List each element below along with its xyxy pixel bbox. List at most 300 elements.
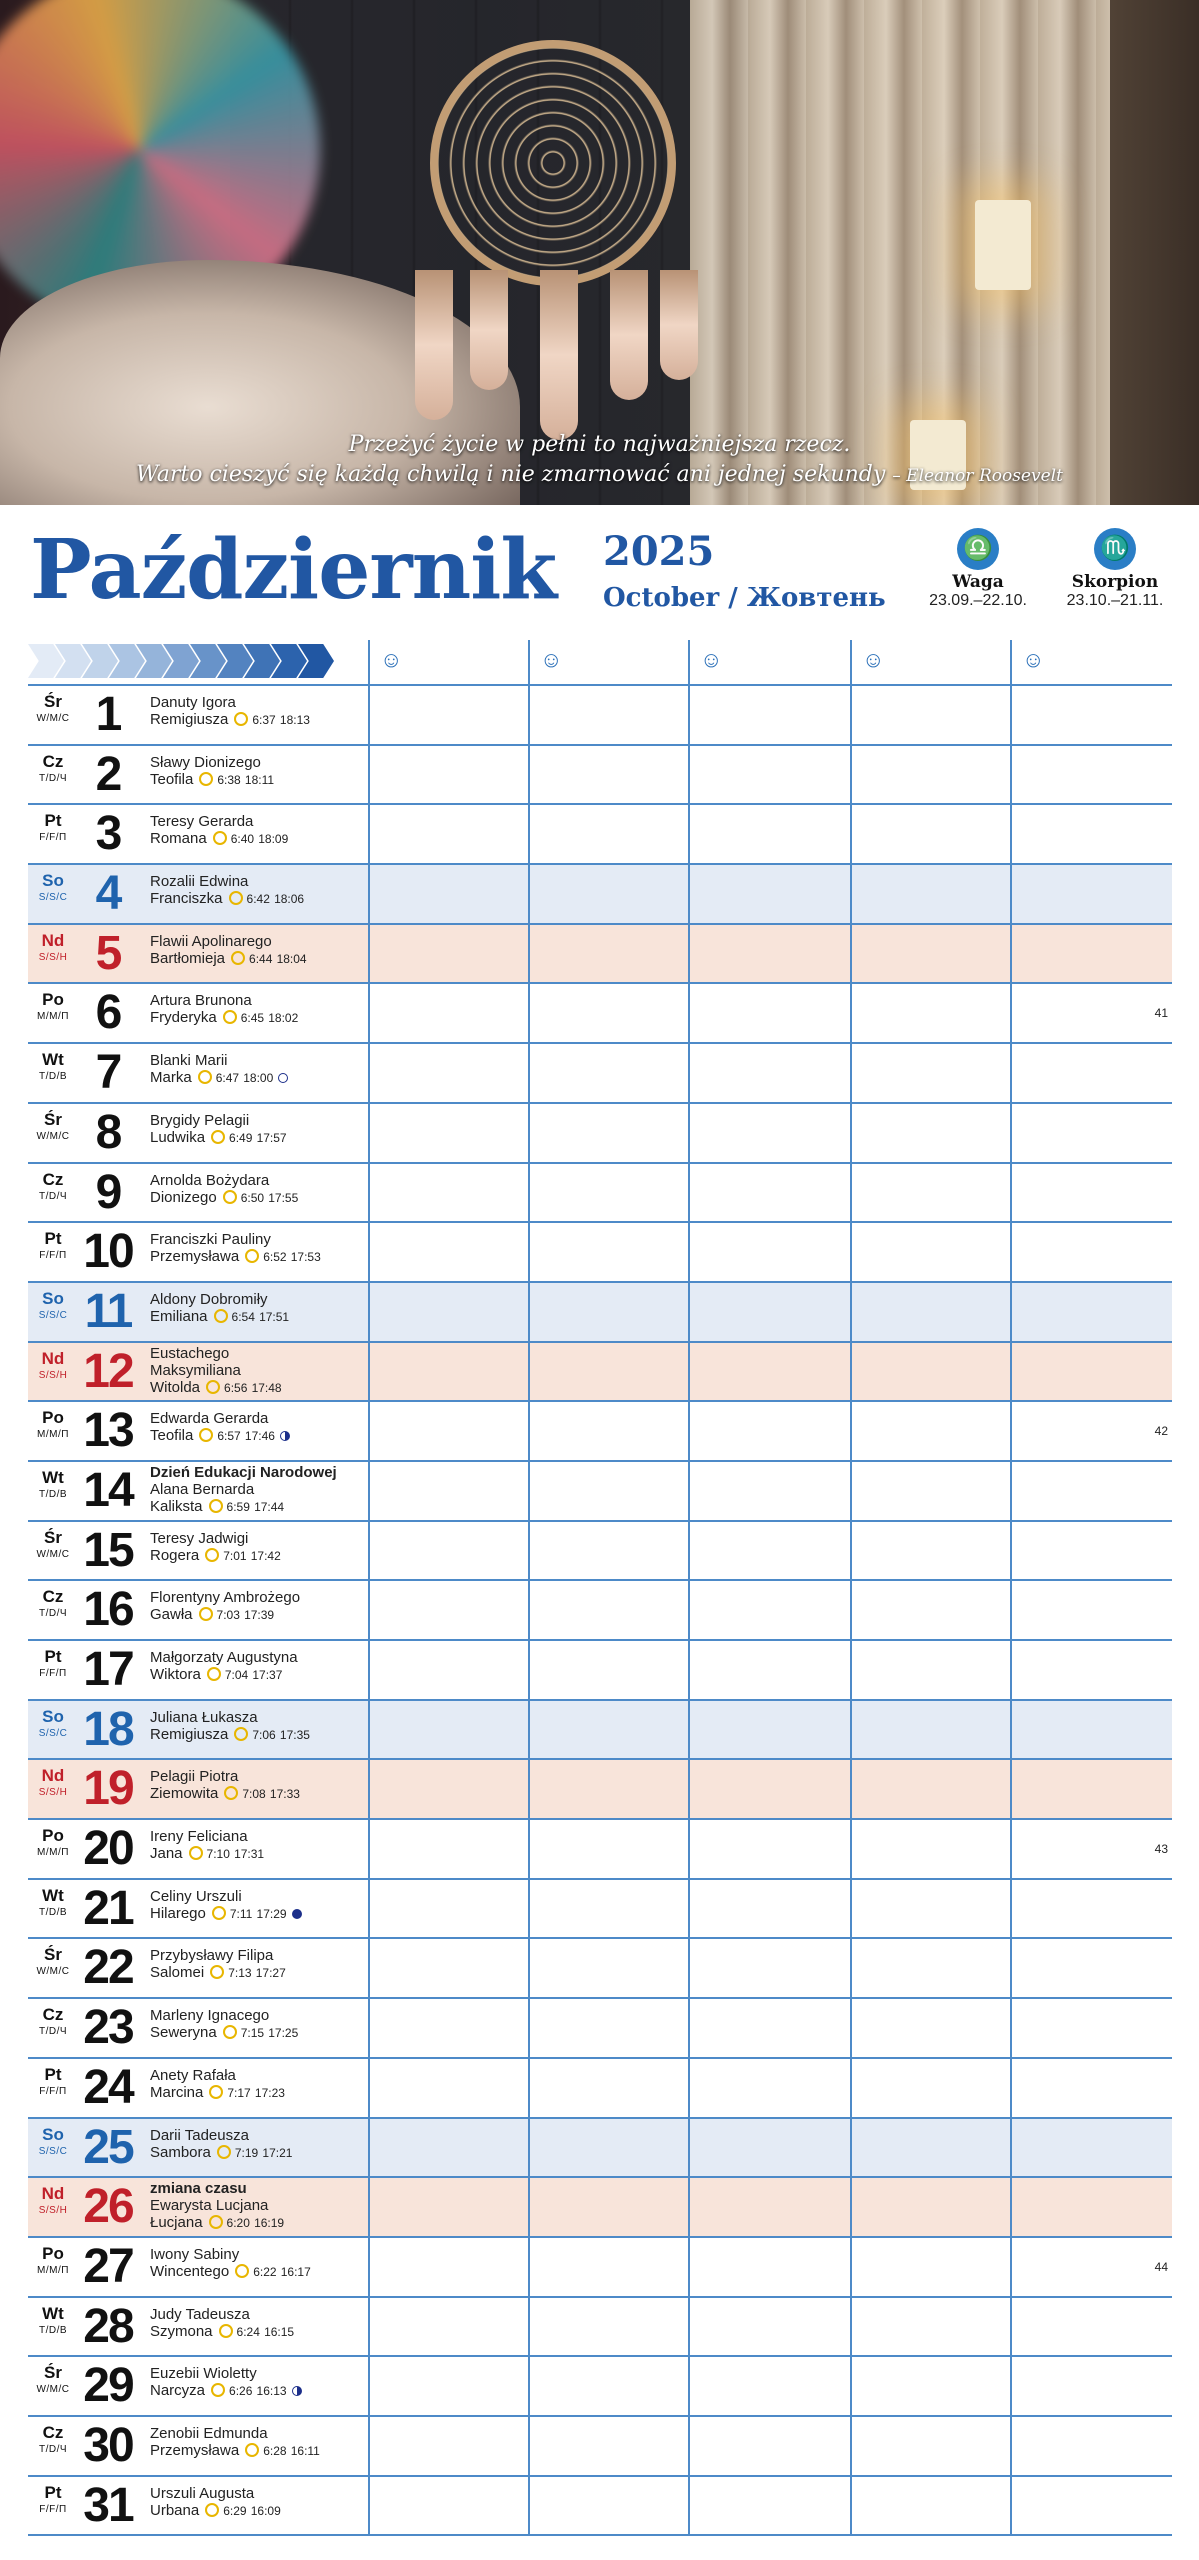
column-divider xyxy=(368,1999,370,2057)
column-divider xyxy=(850,1581,852,1639)
column-divider xyxy=(528,1223,530,1281)
name-line xyxy=(150,1768,370,1785)
name-line xyxy=(150,1129,370,1147)
name-days xyxy=(150,2127,370,2162)
weekday-short: Wt xyxy=(42,1885,64,1905)
weekday-multilang: S/S/C xyxy=(38,2145,68,2157)
sun-icon xyxy=(209,2085,223,2099)
day-row xyxy=(28,2357,1172,2417)
name-text: Teofila xyxy=(150,770,194,788)
name-days xyxy=(150,1768,370,1803)
column-divider xyxy=(688,805,690,863)
column-divider xyxy=(368,686,370,744)
name-line xyxy=(150,2442,370,2460)
name-days xyxy=(150,2067,370,2102)
sun-icon xyxy=(245,2443,259,2457)
column-divider xyxy=(528,1104,530,1162)
week-number: 43 xyxy=(1154,1842,1168,1857)
name-line xyxy=(150,1530,370,1547)
column-divider xyxy=(688,1164,690,1222)
dreamcatcher-tassel xyxy=(540,270,578,440)
name-text: Urbana xyxy=(150,2501,200,2519)
candle xyxy=(975,200,1031,290)
sunset-time: 18:09 xyxy=(258,832,289,847)
name-line xyxy=(150,2024,370,2042)
weekday-short: Po xyxy=(42,1826,64,1846)
column-divider xyxy=(850,2417,852,2475)
weekday-multilang: T/D/В xyxy=(38,1488,68,1500)
column-divider xyxy=(688,1820,690,1878)
sun-icon xyxy=(224,1786,238,1800)
sun-icon xyxy=(206,1380,220,1394)
weekday-short: Nd xyxy=(41,2184,65,2204)
column-divider xyxy=(368,1820,370,1878)
name-days xyxy=(150,1530,370,1565)
name-line xyxy=(150,771,370,789)
column-divider xyxy=(850,1164,852,1222)
sunrise-time: 7:03 xyxy=(216,1608,240,1623)
zodiac-name: Skorpion xyxy=(1071,572,1159,592)
day-row xyxy=(28,1223,1172,1283)
name-days xyxy=(150,1947,370,1982)
weekday-multilang: S/S/Н xyxy=(38,1787,68,1799)
name-line xyxy=(150,1009,370,1027)
sunset-time: 17:39 xyxy=(244,1608,275,1623)
day-number: 20 xyxy=(83,1822,133,1876)
weekday-multilang: F/F/П xyxy=(39,832,67,844)
weekday-short: Cz xyxy=(42,1169,64,1189)
name-days xyxy=(150,933,370,968)
column-divider xyxy=(528,984,530,1042)
name-line xyxy=(150,1845,370,1863)
sun-icon xyxy=(213,831,227,845)
weekday-multilang: T/D/В xyxy=(38,1071,68,1083)
name-text: Ziemowita xyxy=(150,1785,219,1803)
month-title: Październik xyxy=(30,522,557,618)
name-line xyxy=(150,830,370,848)
column-divider xyxy=(688,1522,690,1580)
sun-icon xyxy=(210,1965,224,1979)
name-days xyxy=(150,1345,370,1397)
column-divider xyxy=(528,1701,530,1759)
sunset-time: 16:15 xyxy=(264,2324,295,2339)
column-divider xyxy=(850,805,852,863)
sunrise-time: 7:13 xyxy=(228,1966,252,1981)
name-text: Romana xyxy=(150,830,207,848)
weekday-short: So xyxy=(42,1706,64,1726)
name-text: Teresy Jadwigi xyxy=(150,1529,249,1547)
column-divider xyxy=(368,1223,370,1281)
sunrise-time: 6:59 xyxy=(226,1499,250,1514)
day-row xyxy=(28,1104,1172,1164)
column-divider xyxy=(528,2417,530,2475)
column-divider xyxy=(528,1939,530,1997)
column-divider xyxy=(368,805,370,863)
name-line xyxy=(150,1362,370,1379)
name-days xyxy=(150,1888,370,1923)
weekday-short: Nd xyxy=(41,1348,65,1368)
name-days xyxy=(150,2246,370,2281)
name-text: Eustachego xyxy=(150,1344,230,1362)
sun-icon xyxy=(214,1309,228,1323)
day-number: 6 xyxy=(95,986,121,1040)
column-divider xyxy=(850,1343,852,1401)
moon-phase-icon xyxy=(292,2386,302,2396)
weekday-multilang: F/F/П xyxy=(39,2085,67,2097)
quote xyxy=(0,430,1199,491)
day-row xyxy=(28,865,1172,925)
column-divider xyxy=(688,1880,690,1938)
sun-icon xyxy=(235,2264,249,2278)
name-text: Anety Rafała xyxy=(150,2066,236,2084)
day-row xyxy=(28,746,1172,806)
sun-icon xyxy=(234,712,248,726)
name-line xyxy=(150,711,370,729)
column-divider xyxy=(1010,2477,1012,2535)
day-row xyxy=(28,1581,1172,1641)
day-row xyxy=(28,1939,1172,1999)
column-divider xyxy=(688,2417,690,2475)
column-divider xyxy=(1010,2178,1012,2236)
name-line xyxy=(150,1481,370,1498)
weekday-short: Po xyxy=(42,990,64,1010)
day-number: 9 xyxy=(95,1165,121,1219)
day-number: 29 xyxy=(83,2359,133,2413)
name-line xyxy=(150,2144,370,2162)
day-number: 1 xyxy=(95,688,121,741)
sunrise-time: 6:44 xyxy=(249,951,273,966)
name-text: Ewarysta Lucjana xyxy=(150,2197,269,2215)
smiley-icon: ☺ xyxy=(540,647,563,672)
zodiac-dates: 23.10.–21.11. xyxy=(1066,592,1164,609)
column-divider xyxy=(1010,2298,1012,2356)
column-divider xyxy=(688,1283,690,1341)
sunrise-time: 7:04 xyxy=(224,1668,249,1682)
weekday-multilang: T/D/В xyxy=(38,1906,68,1918)
name-days xyxy=(150,2007,370,2042)
column-divider xyxy=(850,2298,852,2356)
column-divider xyxy=(688,1462,690,1520)
sunrise-time: 7:08 xyxy=(242,1787,266,1802)
sunrise-time: 6:28 xyxy=(263,2443,287,2458)
column-divider xyxy=(528,2477,530,2535)
column-divider xyxy=(368,640,370,684)
name-line xyxy=(150,2084,370,2102)
sunrise-time: 7:10 xyxy=(206,1847,230,1862)
name-text: Euzebii Wioletty xyxy=(150,2365,257,2383)
sunset-time: 18:06 xyxy=(274,892,305,907)
week-number: 44 xyxy=(1154,2259,1168,2274)
name-days xyxy=(150,2306,370,2341)
dreamcatcher-tassel xyxy=(660,270,698,380)
name-line xyxy=(150,1828,370,1845)
weekday-short: Wt xyxy=(42,1050,64,1070)
sunrise-time: 7:01 xyxy=(223,1548,247,1563)
column-divider xyxy=(850,1104,852,1162)
sunset-time: 16:17 xyxy=(280,2264,311,2279)
column-divider xyxy=(850,865,852,923)
weekday-short: Wt xyxy=(42,1467,64,1487)
column-divider xyxy=(688,2298,690,2356)
grid-header xyxy=(28,640,1172,686)
sunset-time: 17:51 xyxy=(259,1309,290,1324)
name-line xyxy=(150,933,370,950)
column-divider xyxy=(368,1522,370,1580)
name-line xyxy=(150,1709,370,1726)
column-divider xyxy=(850,1880,852,1938)
day-number: 18 xyxy=(83,1702,133,1756)
day-number: 31 xyxy=(83,2478,133,2532)
day-number: 5 xyxy=(95,926,121,980)
sun-icon xyxy=(198,1070,212,1084)
column-divider xyxy=(1010,1283,1012,1341)
name-days xyxy=(150,1291,370,1326)
name-text: Dionizego xyxy=(150,1188,217,1206)
sun-icon xyxy=(205,1548,219,1562)
moon-phase-icon xyxy=(292,1909,302,1919)
column-divider xyxy=(850,925,852,983)
column-divider xyxy=(1010,805,1012,863)
column-divider xyxy=(528,746,530,804)
sunrise-time: 6:49 xyxy=(229,1130,253,1145)
column-divider xyxy=(368,1402,370,1460)
weekday-multilang: S/S/Н xyxy=(38,2205,68,2217)
sunset-time: 17:37 xyxy=(252,1668,283,1682)
quote-author: – Eleanor Roosevelt xyxy=(892,466,1063,486)
week-number: 42 xyxy=(1154,1424,1168,1439)
name-text: Remigiusza xyxy=(150,711,229,728)
smiley-icon: ☺ xyxy=(862,647,885,672)
header-photo xyxy=(0,0,1199,505)
sunrise-time: 7:11 xyxy=(229,1906,253,1921)
name-line xyxy=(150,2382,370,2400)
day-number: 7 xyxy=(95,1046,121,1100)
name-line xyxy=(150,1785,370,1803)
weekday-short: Śr xyxy=(44,1109,62,1129)
moon-phase-icon xyxy=(278,1073,288,1083)
day-row xyxy=(28,2119,1172,2179)
column-divider xyxy=(1010,640,1012,684)
weekday-short: Śr xyxy=(44,1945,62,1965)
column-divider xyxy=(1010,1581,1012,1639)
column-divider xyxy=(1010,1044,1012,1102)
month-subtitle: October / Жовтень xyxy=(603,583,886,613)
name-text: Marleny Ignacego xyxy=(150,2007,270,2025)
sun-icon xyxy=(217,2145,231,2159)
day-row xyxy=(28,1164,1172,1224)
weekday-short: So xyxy=(42,1288,64,1308)
column-divider xyxy=(850,1939,852,1997)
libra-icon: ♎ xyxy=(957,528,999,570)
column-divider xyxy=(850,2238,852,2296)
weekday-short: Nd xyxy=(41,930,65,950)
day-number: 23 xyxy=(83,2001,133,2055)
name-text: Rozalii Edwina xyxy=(150,873,249,891)
name-line xyxy=(150,1964,370,1982)
sunset-time: 17:48 xyxy=(251,1380,282,1395)
weekday-short: Wt xyxy=(42,2303,64,2323)
day-number: 22 xyxy=(83,1941,133,1995)
column-divider xyxy=(368,2357,370,2415)
name-text: Florentyny Ambrożego xyxy=(150,1589,301,1607)
sun-icon xyxy=(199,772,213,786)
dreamcatcher-ring xyxy=(430,40,676,286)
name-days xyxy=(150,1231,370,1266)
column-divider xyxy=(368,1164,370,1222)
sun-icon xyxy=(205,2503,219,2517)
name-line xyxy=(150,1547,370,1565)
column-divider xyxy=(1010,2059,1012,2117)
name-line xyxy=(150,1410,370,1427)
day-number: 13 xyxy=(83,1404,133,1458)
name-line xyxy=(150,2246,370,2263)
sunrise-time: 6:40 xyxy=(230,832,255,847)
name-text: Wincentego xyxy=(150,2262,230,2280)
name-days xyxy=(150,992,370,1027)
column-divider xyxy=(688,640,690,684)
day-number: 2 xyxy=(95,747,121,801)
name-line xyxy=(150,1379,370,1397)
column-divider xyxy=(688,1999,690,2057)
sunset-time: 16:09 xyxy=(250,2503,281,2518)
column-divider xyxy=(850,1044,852,1102)
year-title: 2025 xyxy=(603,528,715,575)
name-days xyxy=(150,2365,370,2400)
day-row xyxy=(28,1701,1172,1761)
column-divider xyxy=(528,2238,530,2296)
smiley-icon: ☺ xyxy=(380,647,403,672)
name-line xyxy=(150,1172,370,1189)
name-line xyxy=(150,1498,370,1516)
name-text: Rogera xyxy=(150,1546,200,1564)
day-row xyxy=(28,2178,1172,2238)
weekday-multilang: S/S/Н xyxy=(38,951,68,963)
column-divider xyxy=(368,2059,370,2117)
weekday-multilang: F/F/П xyxy=(39,2503,67,2515)
sunset-time: 17:23 xyxy=(254,2085,285,2100)
weekday-multilang: S/S/C xyxy=(38,1309,68,1321)
name-days xyxy=(150,1410,370,1445)
column-divider xyxy=(1010,746,1012,804)
name-line xyxy=(150,2263,370,2281)
sunset-time: 17:33 xyxy=(269,1787,300,1802)
weekday-short: Śr xyxy=(44,2363,62,2383)
name-text: Hilarego xyxy=(150,1904,206,1922)
name-text: Teresy Gerarda xyxy=(150,813,254,831)
column-divider xyxy=(688,2119,690,2177)
name-line xyxy=(150,1666,370,1684)
zodiac-dates: 23.09.–22.10. xyxy=(929,592,1027,609)
day-number: 10 xyxy=(83,1225,133,1279)
sunrise-time: 6:42 xyxy=(246,892,270,907)
name-line xyxy=(150,2365,370,2382)
column-divider xyxy=(368,2298,370,2356)
name-text: Urszuli Augusta xyxy=(150,2484,255,2502)
day-row xyxy=(28,1522,1172,1582)
name-line xyxy=(150,2007,370,2024)
column-divider xyxy=(688,2477,690,2535)
sunset-time: 18:00 xyxy=(243,1071,274,1086)
zodiac-libra xyxy=(903,528,1053,610)
weekday-short: Śr xyxy=(44,692,62,711)
column-divider xyxy=(368,1283,370,1341)
name-line xyxy=(150,873,370,890)
column-divider xyxy=(688,2059,690,2117)
sunset-time: 17:27 xyxy=(255,1966,286,1981)
dreamcatcher-tassel xyxy=(610,270,648,400)
name-text: Brygidy Pelagii xyxy=(150,1111,250,1129)
name-line xyxy=(150,2425,370,2442)
name-text: Małgorzaty Augustyna xyxy=(150,1649,298,1666)
day-number: 14 xyxy=(83,1463,133,1517)
weekday-short: So xyxy=(42,871,64,891)
column-divider xyxy=(368,1880,370,1938)
column-divider xyxy=(850,2178,852,2236)
column-divider xyxy=(688,1760,690,1818)
weekday-short: Pt xyxy=(44,1647,62,1666)
column-divider xyxy=(368,984,370,1042)
column-divider xyxy=(368,2238,370,2296)
sunset-time: 17:35 xyxy=(279,1727,310,1742)
name-text: Alana Bernarda xyxy=(150,1480,255,1498)
weekday-short: Po xyxy=(42,2243,64,2263)
sunrise-time: 6:38 xyxy=(217,772,241,787)
name-days xyxy=(150,873,370,908)
column-divider xyxy=(850,984,852,1042)
weekday-short: Pt xyxy=(44,1229,62,1249)
name-line xyxy=(150,1189,370,1207)
sun-icon xyxy=(229,891,243,905)
name-line xyxy=(150,890,370,908)
name-days xyxy=(150,694,370,729)
sunset-time: 17:21 xyxy=(262,2145,293,2160)
day-row xyxy=(28,1820,1172,1880)
sun-icon xyxy=(223,1010,237,1024)
sunrise-time: 6:50 xyxy=(240,1190,265,1205)
name-text: Sławy Dionizego xyxy=(150,753,261,771)
column-divider xyxy=(850,1402,852,1460)
weekday-multilang: M/M/П xyxy=(37,1429,69,1441)
name-text: Ludwika xyxy=(150,1128,206,1146)
sun-icon xyxy=(209,1499,223,1513)
column-divider xyxy=(1010,865,1012,923)
quote-line-2: Warto cieszyć się każdą chwilą i nie zmarnować ani jednej sekundy – Eleanor Roosevelt xyxy=(136,462,1063,487)
column-divider xyxy=(850,640,852,684)
sunset-time: 17:31 xyxy=(234,1847,265,1862)
day-row xyxy=(28,2059,1172,2119)
name-days xyxy=(150,1052,370,1087)
day-row xyxy=(28,925,1172,985)
name-text: Remigiusza xyxy=(150,1725,229,1743)
weekday-multilang: T/D/Ч xyxy=(38,1608,68,1620)
day-number: 27 xyxy=(83,2239,133,2293)
weekday-short: Po xyxy=(42,1408,64,1428)
column-divider xyxy=(368,925,370,983)
weekday-short: Cz xyxy=(42,751,64,771)
column-divider xyxy=(368,1701,370,1759)
day-row xyxy=(28,805,1172,865)
column-divider xyxy=(688,1402,690,1460)
name-text: Ireny Feliciana xyxy=(150,1828,248,1846)
column-divider xyxy=(528,1164,530,1222)
column-divider xyxy=(368,1462,370,1520)
name-text: Franciszki Pauliny xyxy=(150,1231,271,1249)
name-line xyxy=(150,2485,370,2502)
column-divider xyxy=(528,1283,530,1341)
column-divider xyxy=(528,865,530,923)
day-number: 4 xyxy=(95,867,121,921)
sunset-time: 18:04 xyxy=(276,951,307,966)
